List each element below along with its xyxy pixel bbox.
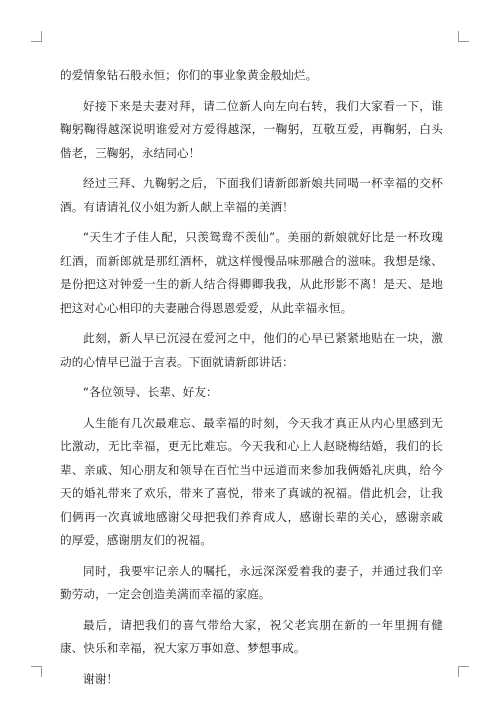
crop-mark-top-left [31,31,42,42]
paragraph: 的爱情象钻石般永恒；你们的事业象黄金般灿烂。 [60,68,318,82]
crop-mark-top-right [458,31,469,42]
crop-mark-bottom-left [31,666,42,677]
paragraph: 经过三拜、九鞠躬之后，下面我们请新郎新娘共同喝一杯幸福的交杯酒。有请请礼仪小姐为新人献上幸福的美酒！ [60,176,443,214]
paragraph: 同时，我要牢记亲人的嘱托，永远深深爱着我的妻子，并通过我们辛勤劳动，一定会创造美满而幸福的家庭。 [60,563,443,601]
paragraph: 人生能有几次最难忘、最幸福的时刻，今天我才真正从内心里感到无比激动，无比幸福，更无比难忘。今天我和心上人赵晓梅结婚，我们的长辈、亲戚、知心朋友和领导在百忙当中远道而来参加我俩婚礼庆典，给今天的婚礼带来了欢乐，带来了喜悦，带来了真诚的祝福。借此机会，让我们俩再一次真诚地感谢父母把我们养育成人，感谢长辈的关心，感谢亲戚的厚爱，感谢朋友们的祝福。 [60,415,443,547]
paragraph: “天生才子佳人配，只羡鸳鸯不羡仙”。美丽的新娘就好比是一杯玫瑰红酒，而新郎就是那红酒杯，就这样慢慢品味那融合的滋味。我想是缘、是份把这对钟爱一生的新人结合得卿卿我我，从此形影不离！是天、是地把这对心心相印的夫妻融合得恩恩爱爱，从此幸福永恒。 [60,230,443,315]
paragraph: 好接下来是夫妻对拜，请二位新人向左向右转，我们大家看一下，谁鞠躬鞠得越深说明谁爱对方爱得越深，一鞠躬，互敬互爱，再鞠躬，白头偕老，三鞠躬，永结同心！ [60,98,443,160]
paragraph: “各位领导、长辈、好友： [83,385,218,399]
crop-mark-bottom-right [458,666,469,677]
paragraph: 此刻，新人早已沉浸在爱河之中，他们的心早已紧紧地贴在一块，激动的心情早已溢于言表。下面就请新郎讲话： [60,331,443,369]
paragraph: 谢谢！ [83,671,119,686]
document-body [60,64,443,698]
paragraph: 最后，请把我们的喜气带给大家，祝父老宾朋在新的一年里拥有健康、快乐和幸福，祝大家万事如意、梦想事成。 [60,617,443,655]
